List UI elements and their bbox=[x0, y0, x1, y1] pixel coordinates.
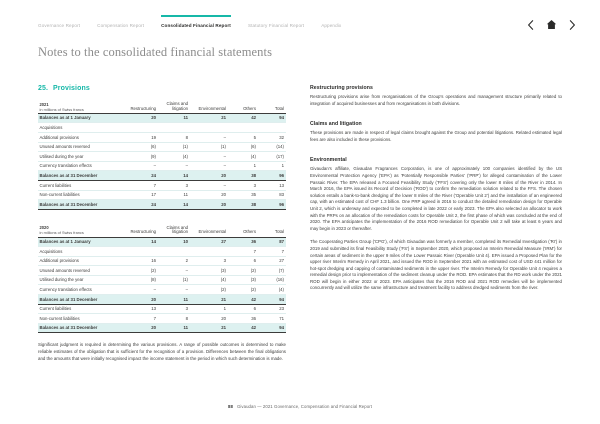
row-value: 21 bbox=[190, 323, 228, 333]
footer-text: Givaudan — 2021 Governance, Compensation and Financial Report bbox=[236, 404, 372, 409]
row-value: 42 bbox=[228, 113, 258, 123]
row-value: 32 bbox=[258, 132, 286, 142]
row-value: 7 bbox=[122, 314, 158, 324]
environmental-paragraph-2: The Cooperating Parties Group ('CPG'), of which Givaudan was formerly a member, completed its Remedial Investigation ('RI') in 2019 and submitted its final Feasibility Study ('FS') in September 2020, which proposed an Interim Remedial Measure ('IRM') for certain areas of sediment in the upper 9 miles of the Lower Passaic River (Operable Unit 4). EPA issued a Proposed Plan for the upper river Interim Remedy in April 2021, and issued the ROD in September 2021 with an estimated cost of USD 441 million for hot-spot dredging and capping of contaminated sediments in the upper river. The Interim Remedy for Operable Unit 4 requires a remedial design prior to implementation of the sediment cleanup under the ROD. EPA estimates that the RD work under the 2021 ROD will begin in either 2022 or 2023. EPA anticipates that the 2016 ROD and 2021 ROD remedies will be implemented concurrently and will utilize the same infrastructure and treatment facility to address dredged sediments from the river. bbox=[310, 239, 562, 291]
row-label: Balances as at 31 December bbox=[38, 323, 122, 333]
row-value: 7 bbox=[258, 247, 286, 257]
row-value: 94 bbox=[258, 323, 286, 333]
table-row bbox=[38, 256, 286, 266]
row-value: 19 bbox=[122, 132, 158, 142]
col-header-restructuring: Restructuring bbox=[122, 224, 158, 237]
nav-item-label: Statutory Financial Report bbox=[247, 23, 305, 28]
table-row bbox=[38, 266, 286, 276]
row-value: 8 bbox=[158, 314, 190, 324]
row-value: (6) bbox=[122, 142, 158, 152]
table-2021-header bbox=[38, 100, 286, 113]
col-header-environmental: Environmental bbox=[190, 224, 228, 237]
row-value: (9) bbox=[122, 152, 158, 162]
claims-litigation-paragraph: These provisions are made in respect of legal claims brought against the Group and potential litigations. Related estimated legal fees are also included in these provisions. bbox=[310, 130, 562, 142]
nav-item-label: Governance Report bbox=[38, 23, 81, 28]
row-value: 27 bbox=[258, 256, 286, 266]
row-value bbox=[258, 123, 286, 133]
row-value: 7 bbox=[228, 247, 258, 257]
nav-item-label: Appendix bbox=[321, 23, 342, 28]
row-value bbox=[158, 123, 190, 133]
table-2021-year: 2021 bbox=[39, 101, 49, 107]
row-value: 3 bbox=[158, 304, 190, 314]
row-value: 20 bbox=[122, 295, 158, 305]
row-value: (2) bbox=[228, 285, 258, 295]
col-header-claims-litigation: Claims and litigation bbox=[158, 100, 190, 113]
row-label: Acquisitions bbox=[38, 123, 122, 133]
row-value: – bbox=[122, 161, 158, 171]
claims-litigation-heading: Claims and litigation bbox=[310, 121, 362, 128]
section-heading bbox=[38, 85, 286, 92]
row-value: 36 bbox=[228, 314, 258, 324]
row-label: Balances as at 1 January bbox=[38, 237, 122, 247]
row-value: 20 bbox=[190, 190, 228, 200]
row-label: Acquisitions bbox=[38, 247, 122, 257]
row-value: – bbox=[190, 180, 228, 190]
table-row bbox=[38, 237, 286, 247]
row-value bbox=[122, 123, 158, 133]
row-value: (1) bbox=[158, 275, 190, 285]
table-row bbox=[38, 275, 286, 285]
row-value: 13 bbox=[122, 304, 158, 314]
row-value: 38 bbox=[228, 171, 258, 181]
page-number: 88 bbox=[227, 404, 233, 409]
table-2020-unit-cell bbox=[38, 224, 122, 237]
row-label: Unused amounts reversed bbox=[38, 266, 122, 276]
row-value: 3 bbox=[158, 180, 190, 190]
page-navigation-controls bbox=[525, 19, 578, 30]
row-value: (8) bbox=[122, 275, 158, 285]
row-label: Non-current liabilities bbox=[38, 190, 122, 200]
row-value: 14 bbox=[158, 171, 190, 181]
row-value: 20 bbox=[190, 171, 228, 181]
table-row bbox=[38, 132, 286, 142]
next-page-button[interactable] bbox=[567, 19, 578, 30]
right-column bbox=[310, 85, 562, 299]
report-section-nav bbox=[38, 22, 341, 29]
row-value: 96 bbox=[258, 200, 286, 210]
row-value: (7) bbox=[258, 266, 286, 276]
row-value: 20 bbox=[122, 323, 158, 333]
row-value: (1) bbox=[190, 142, 228, 152]
row-value: – bbox=[122, 285, 158, 295]
row-value: – bbox=[190, 132, 228, 142]
row-value: 94 bbox=[258, 113, 286, 123]
row-value: (4) bbox=[190, 275, 228, 285]
row-value: 24 bbox=[122, 200, 158, 210]
table-2021-body bbox=[38, 113, 286, 209]
row-value: – bbox=[158, 161, 190, 171]
nav-item-compensation-report[interactable] bbox=[97, 22, 144, 29]
row-value: 83 bbox=[258, 190, 286, 200]
row-value: – bbox=[190, 152, 228, 162]
row-value bbox=[122, 247, 158, 257]
row-value: 20 bbox=[190, 314, 228, 324]
row-value: (16) bbox=[258, 275, 286, 285]
row-value: (2) bbox=[228, 266, 258, 276]
row-value: 42 bbox=[228, 323, 258, 333]
table-row bbox=[38, 180, 286, 190]
table-row bbox=[38, 200, 286, 210]
row-value: 71 bbox=[258, 314, 286, 324]
row-value bbox=[228, 123, 258, 133]
row-value: 10 bbox=[158, 237, 190, 247]
row-value: (3) bbox=[228, 275, 258, 285]
nav-item-statutory-financial-report[interactable] bbox=[248, 22, 304, 29]
row-value: 1 bbox=[228, 161, 258, 171]
table-2020-body bbox=[38, 237, 286, 333]
row-value: (1) bbox=[158, 142, 190, 152]
page-footer bbox=[0, 404, 600, 409]
row-value: 38 bbox=[228, 200, 258, 210]
row-value: (4) bbox=[158, 152, 190, 162]
row-value: 35 bbox=[228, 190, 258, 200]
table-row bbox=[38, 152, 286, 162]
row-value: 20 bbox=[122, 113, 158, 123]
chevron-right-icon bbox=[569, 20, 576, 30]
row-value: 94 bbox=[258, 295, 286, 305]
table-row bbox=[38, 113, 286, 123]
row-label: Utilised during the year bbox=[38, 275, 122, 285]
row-value: 7 bbox=[122, 180, 158, 190]
table-row bbox=[38, 142, 286, 152]
row-label: Balances as at 31 December bbox=[38, 295, 122, 305]
row-value: 5 bbox=[228, 132, 258, 142]
row-value: 3 bbox=[190, 256, 228, 266]
table-row bbox=[38, 295, 286, 305]
table-row bbox=[38, 247, 286, 257]
table-2021-unit: in millions of Swiss francs bbox=[39, 106, 84, 112]
restructuring-heading: Restructuring provisions bbox=[310, 85, 373, 91]
table-row bbox=[38, 123, 286, 133]
row-value: 21 bbox=[190, 113, 228, 123]
row-value: 27 bbox=[190, 237, 228, 247]
table-row bbox=[38, 285, 286, 295]
row-value: (6) bbox=[228, 142, 258, 152]
row-label: Currency translation effects bbox=[38, 161, 122, 171]
row-label: Utilised during the year bbox=[38, 152, 122, 162]
previous-page-button[interactable] bbox=[525, 19, 536, 30]
col-header-claims-litigation: Claims and litigation bbox=[158, 224, 190, 237]
chevron-left-icon bbox=[527, 20, 534, 30]
section-number: 25. bbox=[38, 85, 49, 92]
row-label: Additional provisions bbox=[38, 132, 122, 142]
row-label: Balances as at 31 December bbox=[38, 171, 122, 181]
row-value: 20 bbox=[190, 200, 228, 210]
table-2020-year: 2020 bbox=[39, 225, 49, 231]
table-2021-unit-cell bbox=[38, 100, 122, 113]
row-value bbox=[190, 123, 228, 133]
row-value: – bbox=[158, 266, 190, 276]
left-column bbox=[38, 85, 286, 362]
restructuring-paragraph: Restructuring provisions arise from reorganisations of the Group's operations and management structure primarily related to integration of acquired businesses and from reorganisations in both divisions. bbox=[310, 94, 562, 106]
nav-item-appendix[interactable] bbox=[321, 22, 341, 29]
home-button[interactable] bbox=[546, 19, 557, 30]
col-header-restructuring: Restructuring bbox=[122, 100, 158, 113]
row-value: – bbox=[190, 161, 228, 171]
row-value: 11 bbox=[158, 295, 190, 305]
row-value: 3 bbox=[228, 180, 258, 190]
col-header-total: Total bbox=[258, 100, 286, 113]
row-value bbox=[158, 247, 190, 257]
row-value: 23 bbox=[258, 304, 286, 314]
row-value: 21 bbox=[190, 295, 228, 305]
environmental-paragraph-1: Givaudan's affiliate, Givaudan Fragrances Corporation, is one of approximately 100 companies identified by the US Environmental Protection Agency ('EPA') as 'Potentially Responsible Parties' ('PRP') for alleged contamination of the Lower Passaic River. The EPA released a Focused Feasibility Study ('FFS') covering only the lower 8 miles of the River in 2014. In March 2016, the EPA issued its Record of Decision ('ROD') to confirm the remediation solution related to the FFS. The chosen solution entails a bank-to-bank dredging of the lower 8 miles of the River ('Operable Unit 2') and the installation of an engineered cap, with an estimated cost of CHF 1.3 billion. One PRP agreed in 2016 to conduct the detailed remediation design for Operable Unit 2, which is underway and expected to be completed in late 2022 or early 2023. The EPA also selected an allocator to work with the PRPs on an allocation of the remediation costs for Operable Unit 2, the first phase of which was concluded at the end of 2020. The EPA anticipates the implementation of the 2016 ROD remediation for Operable Unit 2 will take at least 6 years and may begin in 2023 or thereafter. bbox=[310, 166, 562, 231]
row-value: (3) bbox=[190, 266, 228, 276]
table-row bbox=[38, 161, 286, 171]
row-value: – bbox=[158, 285, 190, 295]
row-value: (4) bbox=[228, 152, 258, 162]
provisions-table-2021 bbox=[38, 100, 286, 210]
row-value: 6 bbox=[228, 304, 258, 314]
table-2020-unit: in millions of Swiss francs bbox=[39, 230, 84, 236]
significant-judgment-note: Significant judgment is required in determining the various provisions. A range of possible outcomes is determined to make reliable estimates of the obligation that is sufficient for the recognition of a provision. Differences between the final obligations and the amounts that were initially recognised impact the income statement in the period in which such determination is made. bbox=[38, 342, 286, 361]
row-label: Balances as at 1 January bbox=[38, 113, 122, 123]
row-label: Currency translation effects bbox=[38, 285, 122, 295]
table-row bbox=[38, 304, 286, 314]
row-value: 16 bbox=[122, 256, 158, 266]
row-value: (2) bbox=[122, 266, 158, 276]
row-value: 42 bbox=[228, 295, 258, 305]
section-title-text: Provisions bbox=[53, 85, 90, 92]
row-value: 96 bbox=[258, 171, 286, 181]
nav-item-label: Compensation Report bbox=[97, 23, 145, 28]
table-row bbox=[38, 190, 286, 200]
row-value: 14 bbox=[122, 237, 158, 247]
row-label: Current liabilities bbox=[38, 304, 122, 314]
col-header-others: Others bbox=[228, 100, 258, 113]
row-label: Non-current liabilities bbox=[38, 314, 122, 324]
row-value: (4) bbox=[258, 285, 286, 295]
col-header-others: Others bbox=[228, 224, 258, 237]
row-value: (14) bbox=[258, 142, 286, 152]
home-icon bbox=[546, 19, 557, 30]
col-header-total: Total bbox=[258, 224, 286, 237]
row-value: 11 bbox=[158, 190, 190, 200]
table-2020-header bbox=[38, 224, 286, 237]
row-value: 11 bbox=[158, 113, 190, 123]
table-row bbox=[38, 323, 286, 333]
row-value: 13 bbox=[258, 180, 286, 190]
row-value: 17 bbox=[122, 190, 158, 200]
row-label: Unused amounts reversed bbox=[38, 142, 122, 152]
provisions-table-2020 bbox=[38, 224, 286, 334]
row-value: (17) bbox=[258, 152, 286, 162]
table-row bbox=[38, 314, 286, 324]
row-value: 14 bbox=[158, 200, 190, 210]
col-header-environmental: Environmental bbox=[190, 100, 228, 113]
nav-item-label: Consolidated Financial Report bbox=[161, 23, 231, 28]
row-value bbox=[190, 247, 228, 257]
nav-item-governance-report[interactable] bbox=[38, 22, 80, 29]
row-label: Additional provisions bbox=[38, 256, 122, 266]
row-value: (2) bbox=[190, 285, 228, 295]
row-value: 2 bbox=[158, 256, 190, 266]
row-value: 8 bbox=[158, 132, 190, 142]
row-value: 6 bbox=[228, 256, 258, 266]
table-row bbox=[38, 171, 286, 181]
environmental-heading: Environmental bbox=[310, 157, 347, 164]
page-title: Notes to the consolidated financial statements bbox=[38, 45, 273, 59]
row-label: Balances as at 31 December bbox=[38, 200, 122, 210]
nav-item-consolidated-financial-report[interactable] bbox=[161, 22, 231, 29]
row-value: 1 bbox=[258, 161, 286, 171]
row-value: 24 bbox=[122, 171, 158, 181]
nav-active-indicator bbox=[161, 15, 231, 17]
row-value: 87 bbox=[258, 237, 286, 247]
top-navigation-bar bbox=[0, 0, 600, 44]
row-value: 36 bbox=[228, 237, 258, 247]
row-label: Current liabilities bbox=[38, 180, 122, 190]
row-value: 1 bbox=[190, 304, 228, 314]
row-value: 11 bbox=[158, 323, 190, 333]
